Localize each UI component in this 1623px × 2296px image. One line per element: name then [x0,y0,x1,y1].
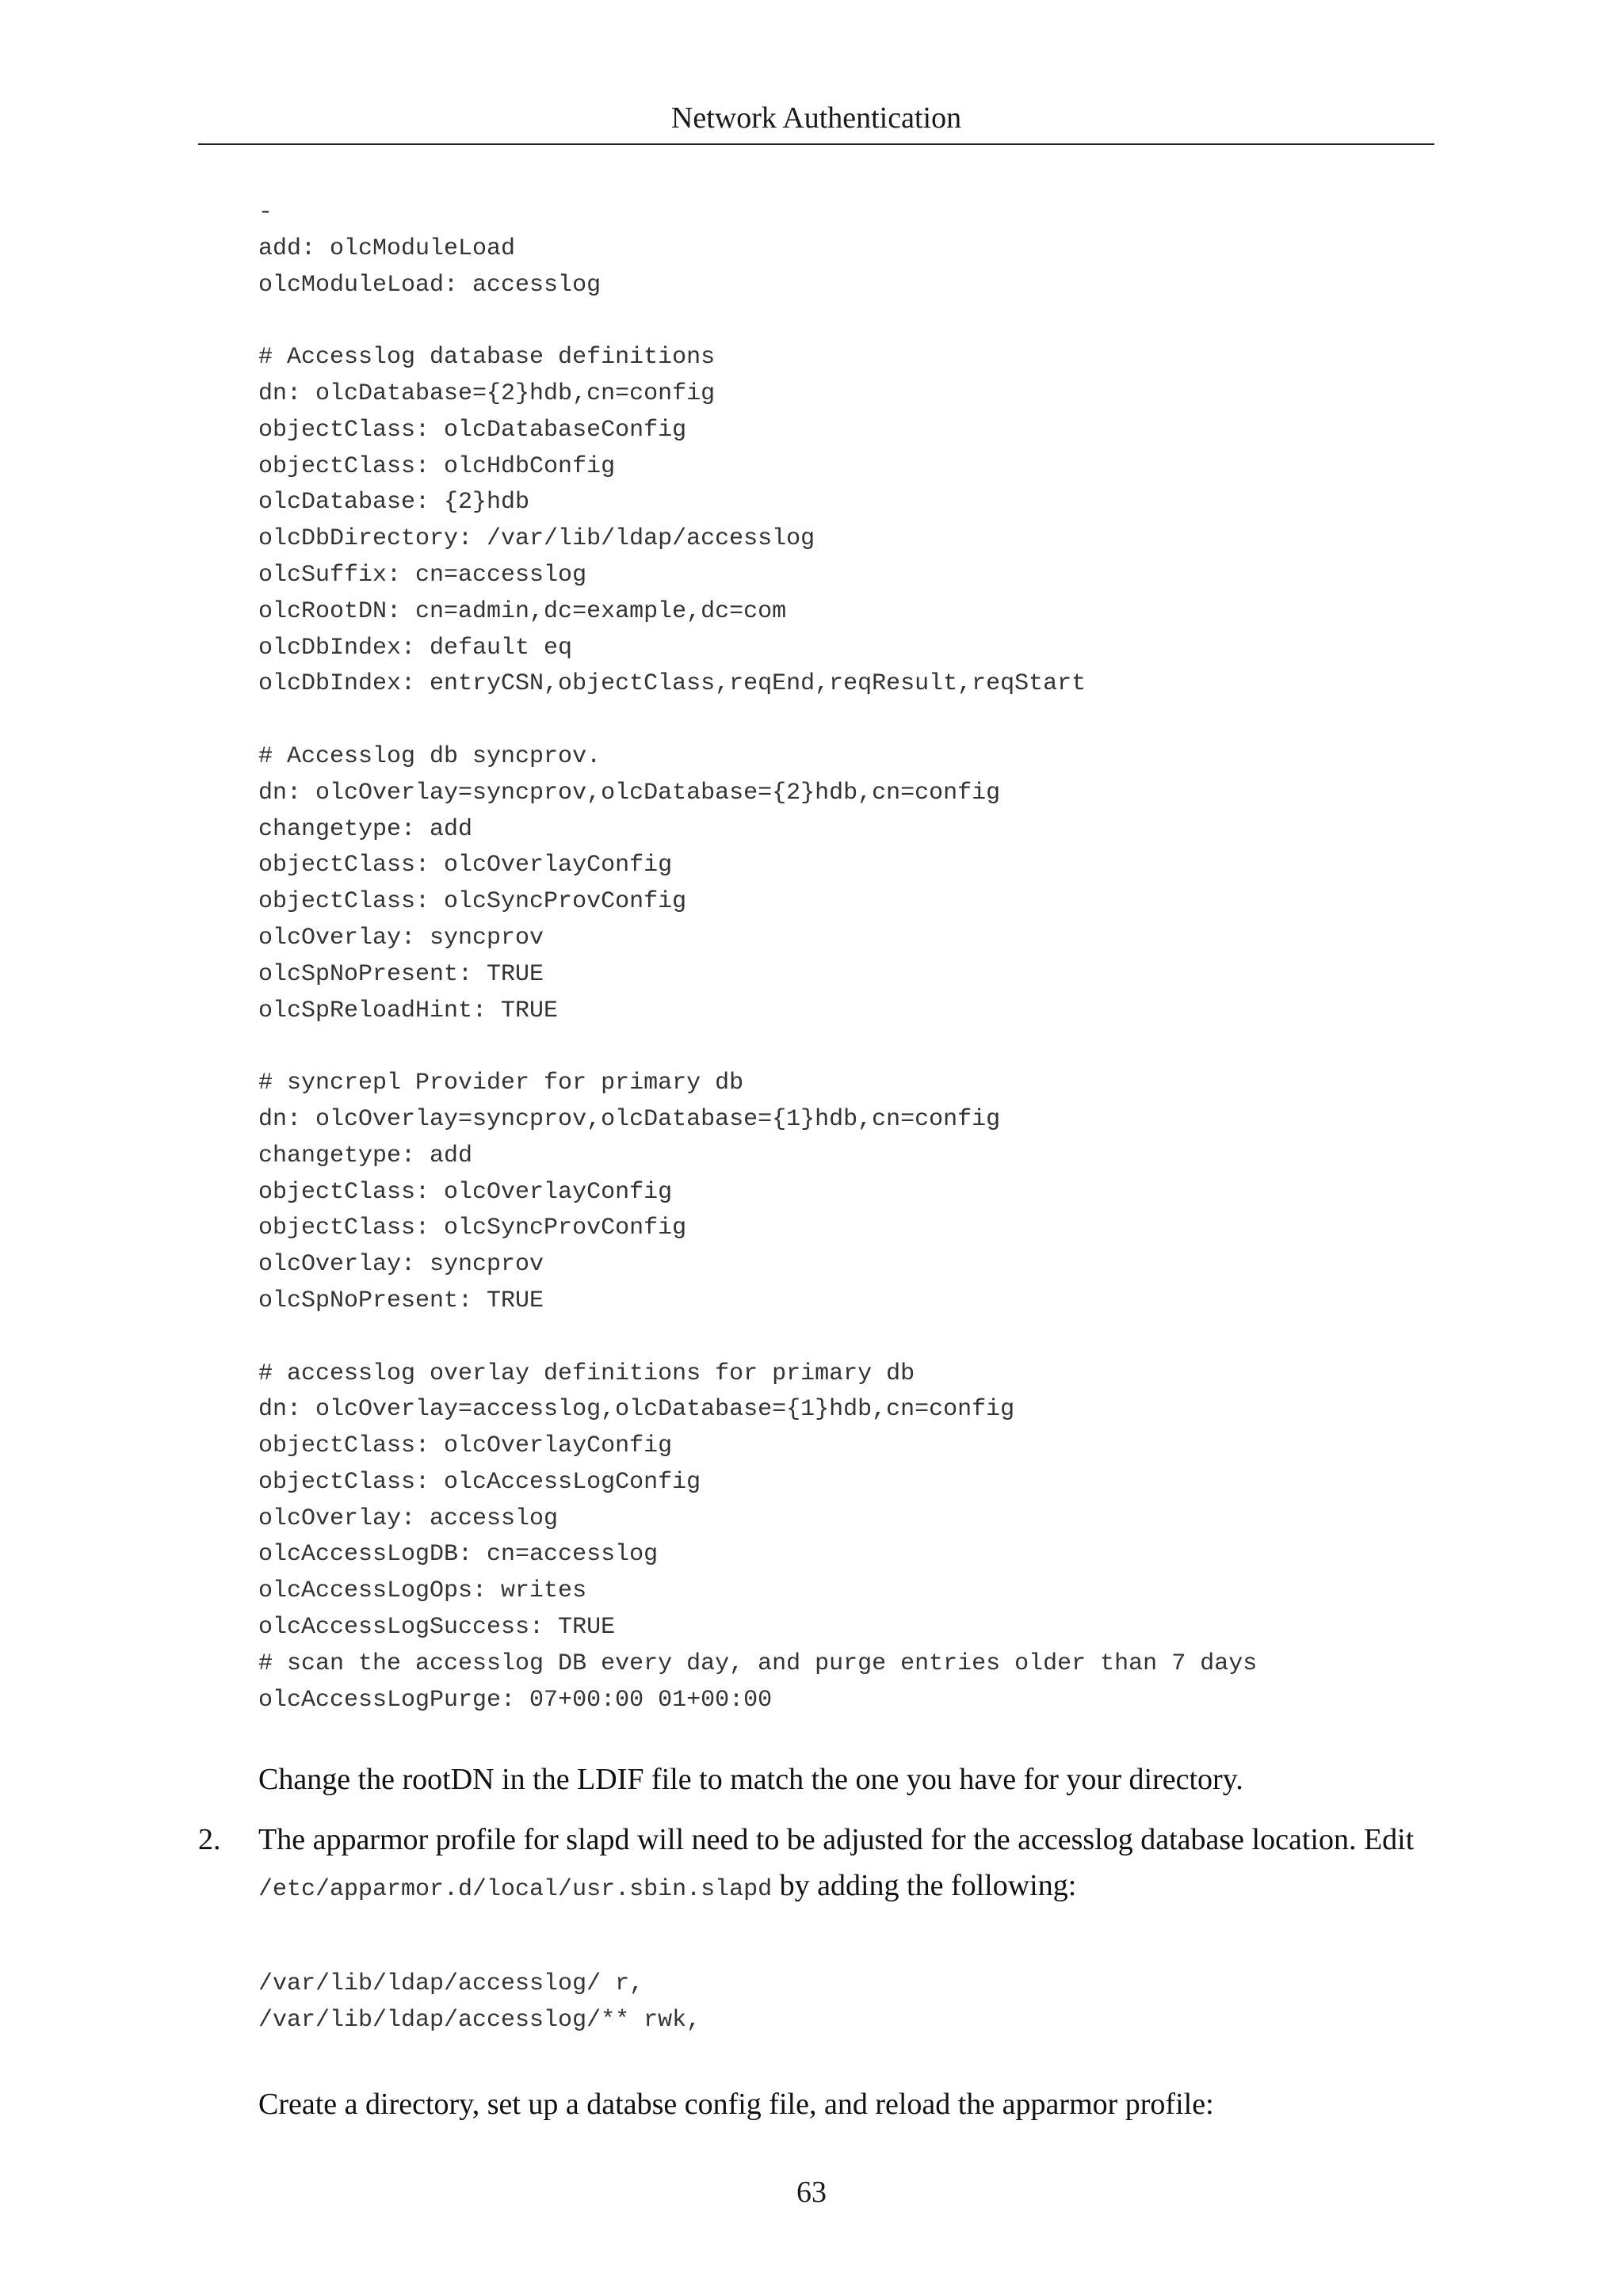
code-line: # Accesslog db syncprov. [258,742,601,770]
code-line: olcAccessLogPurge: 07+00:00 01+00:00 [258,1686,773,1714]
rootdn-note-paragraph: Change the rootDN in the LDIF file to match the one you have for your directory. [258,1763,1243,1796]
code-line: objectClass: olcSyncProvConfig [258,888,687,916]
code-line [258,703,1257,739]
code-line [258,303,1257,340]
apparmor-path-code: /etc/apparmor.d/local/usr.sbin.slapd [258,1876,773,1903]
header-divider [198,143,1434,145]
code-line: olcSpNoPresent: TRUE [258,960,544,988]
code-line [258,1320,1257,1356]
code-line: olcDbIndex: default eq [258,634,573,662]
list-item-number: 2. [198,1823,221,1856]
create-directory-paragraph: Create a directory, set up a databse config file, and reload the apparmor profile: [258,2088,1214,2121]
code-line: dn: olcOverlay=syncprov,olcDatabase={2}hdb,cn=config [258,779,1001,807]
code-line: objectClass: olcAccessLogConfig [258,1468,701,1496]
code-line: # accesslog overlay definitions for primary db [258,1360,915,1387]
code-line: olcAccessLogSuccess: TRUE [258,1614,616,1642]
code-line: objectClass: olcOverlayConfig [258,1432,673,1460]
code-line: olcAccessLogDB: cn=accesslog [258,1541,659,1569]
code-line: olcOverlay: accesslog [258,1505,559,1532]
code-line: olcDbDirectory: /var/lib/ldap/accesslog [258,525,815,553]
code-line: # Accesslog database definitions [258,344,716,372]
code-line [258,1029,1257,1066]
code-line: olcAccessLogOps: writes [258,1577,587,1605]
code-line: dn: olcOverlay=accesslog,olcDatabase={1}hdb,cn=config [258,1396,1015,1424]
list-item-text-after: by adding the following: [772,1869,1077,1902]
code-line: objectClass: olcHdbConfig [258,452,616,480]
code-line: olcModuleLoad: accesslog [258,271,601,299]
code-line: changetype: add [258,815,473,843]
code-line: olcDbIndex: entryCSN,objectClass,reqEnd,reqResult,reqStart [258,670,1086,698]
code-line: olcSpNoPresent: TRUE [258,1287,544,1314]
code-line: objectClass: olcOverlayConfig [258,852,673,879]
ldif-code-block [258,195,1257,1718]
code-line: /var/lib/ldap/accesslog/ r, [258,1970,644,1997]
code-line: # syncrepl Provider for primary db [258,1070,744,1097]
running-header-title: Network Authentication [670,101,962,135]
code-line: olcSpReloadHint: TRUE [258,997,559,1024]
list-item-body [258,1817,1447,1913]
list-item-text-before: The apparmor profile for slapd will need to be adjusted for the accesslog database location. Edit [258,1823,1415,1856]
code-line: /var/lib/ldap/accesslog/** rwk, [258,2006,701,2034]
code-line: dn: olcOverlay=syncprov,olcDatabase={1}hdb,cn=config [258,1105,1001,1133]
code-line: olcOverlay: syncprov [258,1251,544,1279]
code-line: olcOverlay: syncprov [258,924,544,952]
code-line: add: olcModuleLoad [258,235,516,262]
code-line: # scan the accesslog DB every day, and purge entries older than 7 days [258,1650,1258,1677]
code-line: objectClass: olcSyncProvConfig [258,1215,687,1242]
code-line: dn: olcDatabase={2}hdb,cn=config [258,379,716,407]
code-line: olcSuffix: cn=accesslog [258,561,587,589]
code-line: olcRootDN: cn=admin,dc=example,dc=com [258,597,787,625]
code-line: olcDatabase: {2}hdb [258,489,530,517]
code-line: - [258,199,273,226]
page-number: 63 [796,2176,827,2209]
code-line: changetype: add [258,1142,473,1169]
apparmor-code-block [258,1966,701,2039]
code-line: objectClass: olcOverlayConfig [258,1178,673,1206]
code-line: objectClass: olcDatabaseConfig [258,416,687,444]
